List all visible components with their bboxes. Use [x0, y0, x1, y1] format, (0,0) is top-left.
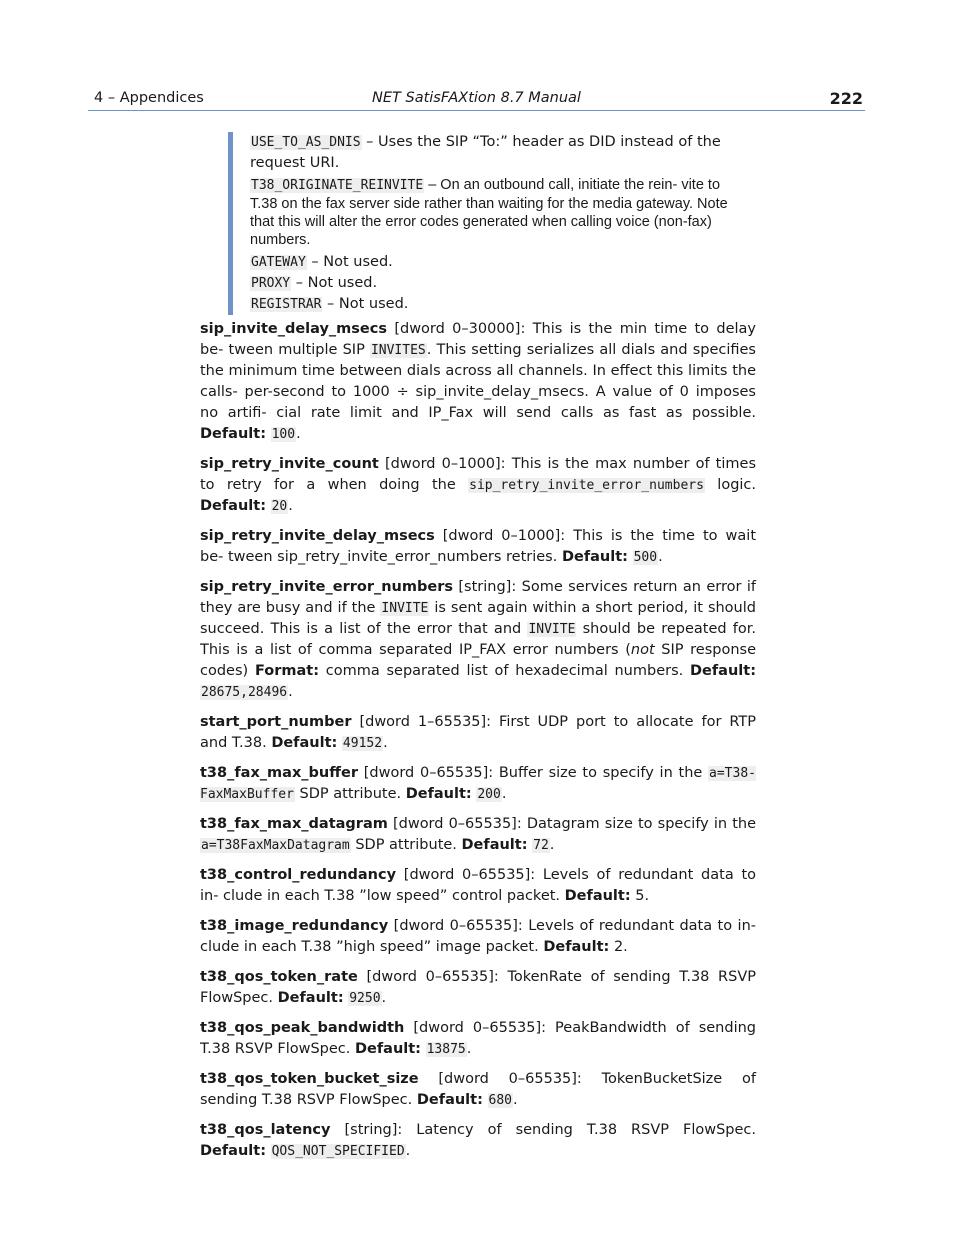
param-sip-retry-invite-error-numbers: sip_retry_invite_error_numbers [string]: Some services return an error if they are busy and if the INVITE is sent again within a short period, it should succeed. This is a list of the error that and INVITE should be repeated for. This is a list of comma separated IP_FAX error numbers (not SIP response codes) Format: comma separated list of hexadecimal numbers. Default: 28675,28496. [200, 579, 757, 700]
default-value: 500 [633, 550, 658, 565]
option-code: T38_ORIGINATE_REINVITE [251, 178, 424, 193]
default-value: 28675,28496 [201, 685, 288, 700]
default-value: 100 [271, 427, 296, 442]
default-value: 20 [271, 499, 288, 514]
default-value: 9250 [349, 991, 381, 1006]
option-code: USE_TO_AS_DNIS [251, 135, 361, 150]
option-code: PROXY [251, 276, 291, 291]
param-t38-qos-token-rate: t38_qos_token_rate [dword 0–65535]: TokenRate of sending T.38 RSVP FlowSpec. Default: 9250. [200, 969, 756, 1006]
option-item: USE_TO_AS_DNIS – Uses the SIP “To:” header as DID instead of the request URI. [250, 134, 721, 171]
param-sip-retry-invite-delay-msecs: sip_retry_invite_delay_msecs [dword 0–1000]: This is the time to wait be- tween sip_retry_invite_error_numbers retries. Default: 500. [200, 528, 756, 565]
default-value: 49152 [342, 736, 383, 751]
default-value: 680 [488, 1093, 512, 1108]
param-t38-control-redundancy: t38_control_redundancy [dword 0–65535]: Levels of redundant data to in- clude in each T.38 ”low speed” control packet. Default: 5. [200, 867, 756, 904]
option-item: T38_ORIGINATE_REINVITE – On an outbound call, initiate the rein- vite to T.38 on the fax server side rather than waiting for the media gateway. Note that this will alter the error codes generated when calling voice (non-fax) numbers. [250, 177, 728, 248]
section-label: 4 – Appendices [94, 90, 204, 106]
manual-title: NET SatisFAXtion 8.7 Manual [372, 90, 581, 106]
option-item: PROXY – Not used. [251, 275, 378, 291]
page-header [88, 88, 865, 111]
param-t38-fax-max-datagram: t38_fax_max_datagram [dword 0–65535]: Datagram size to specify in the a=T38FaxMaxDatagram SDP attribute. Default: 72. [200, 816, 756, 853]
param-t38-fax-max-buffer: t38_fax_max_buffer [dword 0–65535]: Buffer size to specify in the a=T38- FaxMaxBuffer SDP attribute. Default: 200. [200, 765, 756, 802]
default-value: 2. [609, 939, 628, 955]
param-sip-retry-invite-count: sip_retry_invite_count [dword 0–1000]: This is the max number of times to retry for a when doing the sip_retry_invite_error_numbers logic. Default: 20. [200, 456, 757, 514]
param-t38-qos-token-bucket-size: t38_qos_token_bucket_size [dword 0–65535]: TokenBucketSize of sending T.38 RSVP FlowSpec. Default: 680. [200, 1071, 756, 1108]
param-sip-invite-delay-msecs: sip_invite_delay_msecs [dword 0–30000]: This is the min time to delay be- tween multiple SIP INVITES. This setting serializes all dials and specifies the minimum time between dials across all channels. In effect this limits the calls- per-second to 1000 ÷ sip_invite_delay_msecs. A value of 0 imposes no artifi- cial rate limit and IP_Fax will send calls as fast as possible. Default: 100. [200, 321, 756, 442]
default-value: 13875 [426, 1042, 466, 1057]
page-number: 222 [829, 89, 863, 108]
option-code: REGISTRAR [251, 297, 322, 312]
param-t38-qos-latency: t38_qos_latency [string]: Latency of sending T.38 RSVP FlowSpec. Default: QOS_NOT_SPECIFIED. [200, 1122, 756, 1159]
option-item: GATEWAY – Not used. [251, 254, 393, 270]
default-value: 72 [533, 838, 549, 853]
option-code: GATEWAY [251, 255, 306, 270]
default-value: 200 [477, 787, 501, 802]
param-t38-image-redundancy: t38_image_redundancy [dword 0–65535]: Levels of redundant data to in- clude in each T.38 ”high speed” image packet. Default: 2. [200, 918, 756, 955]
options-blockquote [228, 132, 750, 315]
option-item: REGISTRAR – Not used. [251, 296, 409, 312]
param-start-port-number: start_port_number [dword 1–65535]: First UDP port to allocate for RTP and T.38. Default: 49152. [200, 714, 756, 751]
default-value: QOS_NOT_SPECIFIED [271, 1144, 405, 1159]
parameter-list [200, 319, 756, 1171]
default-value: 5. [630, 888, 650, 904]
param-t38-qos-peak-bandwidth: t38_qos_peak_bandwidth [dword 0–65535]: PeakBandwidth of sending T.38 RSVP FlowSpec. Default: 13875. [200, 1020, 756, 1057]
